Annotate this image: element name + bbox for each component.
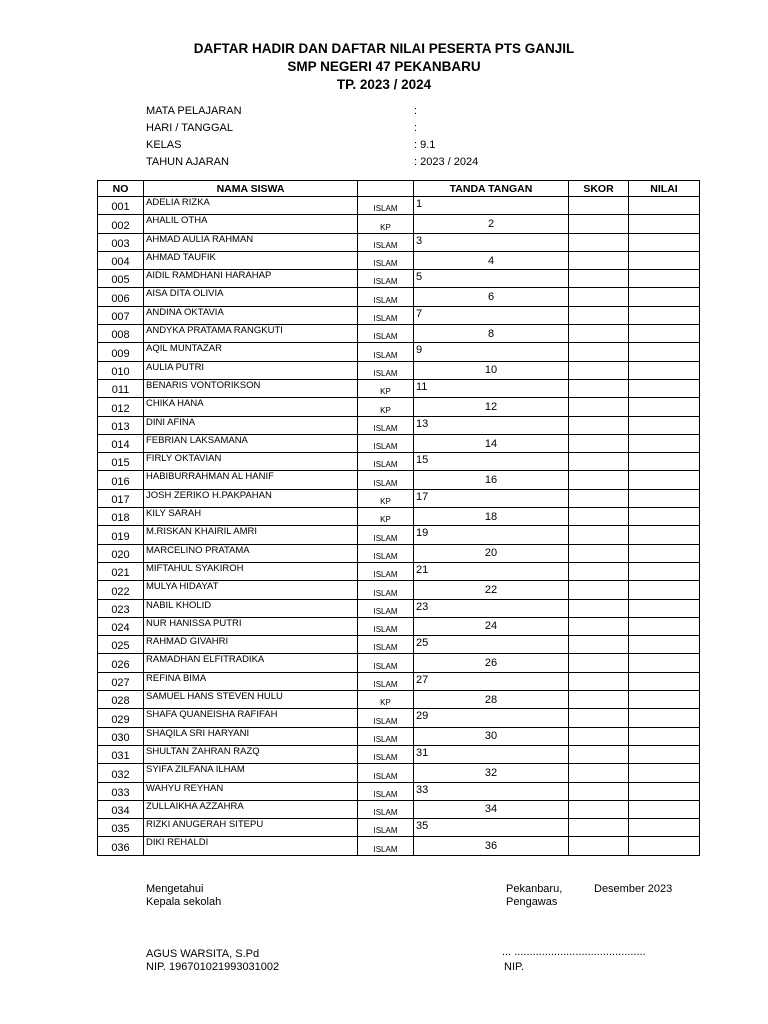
grade-cell bbox=[629, 434, 700, 452]
row-number: 034 bbox=[98, 800, 144, 818]
info-label-year: TAHUN AJARAN bbox=[146, 156, 229, 168]
grade-cell bbox=[629, 325, 700, 343]
signature-cell: 33 bbox=[414, 782, 569, 800]
table-row bbox=[98, 764, 700, 782]
table-row bbox=[98, 489, 700, 507]
table-row bbox=[98, 636, 700, 654]
table-row bbox=[98, 270, 700, 288]
row-number: 020 bbox=[98, 544, 144, 562]
table-row bbox=[98, 453, 700, 471]
footer-principal-title: Kepala sekolah bbox=[146, 896, 222, 908]
row-number: 015 bbox=[98, 453, 144, 471]
student-name: SAMUEL HANS STEVEN HULU bbox=[144, 691, 358, 709]
score-cell bbox=[569, 819, 629, 837]
table-row bbox=[98, 581, 700, 599]
student-religion: ISLAM bbox=[358, 745, 414, 763]
student-religion: ISLAM bbox=[358, 654, 414, 672]
score-cell bbox=[569, 654, 629, 672]
grade-cell bbox=[629, 745, 700, 763]
score-cell bbox=[569, 197, 629, 215]
score-cell bbox=[569, 636, 629, 654]
grade-cell bbox=[629, 251, 700, 269]
header-grade: NILAI bbox=[629, 181, 700, 197]
row-number: 030 bbox=[98, 727, 144, 745]
signature-cell: 31 bbox=[414, 745, 569, 763]
row-number: 013 bbox=[98, 416, 144, 434]
student-religion: ISLAM bbox=[358, 361, 414, 379]
footer-principal-nip: NIP. 196701021993031002 bbox=[146, 961, 280, 973]
student-religion: ISLAM bbox=[358, 306, 414, 324]
info-label-class: KELAS bbox=[146, 139, 182, 151]
student-religion: KP bbox=[358, 508, 414, 526]
student-religion: ISLAM bbox=[358, 343, 414, 361]
student-name: DINI AFINA bbox=[144, 416, 358, 434]
student-religion: ISLAM bbox=[358, 471, 414, 489]
grade-cell bbox=[629, 270, 700, 288]
info-value-year: : 2023 / 2024 bbox=[414, 156, 479, 168]
grade-cell bbox=[629, 672, 700, 690]
table-row bbox=[98, 819, 700, 837]
score-cell bbox=[569, 691, 629, 709]
student-name: MULYA HIDAYAT bbox=[144, 581, 358, 599]
header-religion bbox=[358, 181, 414, 197]
signature-cell: 5 bbox=[414, 270, 569, 288]
score-cell bbox=[569, 361, 629, 379]
table-row bbox=[98, 745, 700, 763]
row-number: 018 bbox=[98, 508, 144, 526]
score-cell bbox=[569, 782, 629, 800]
attendance-table bbox=[97, 180, 700, 856]
row-number: 011 bbox=[98, 379, 144, 397]
student-religion: ISLAM bbox=[358, 288, 414, 306]
row-number: 005 bbox=[98, 270, 144, 288]
info-value-subject: : bbox=[414, 105, 418, 117]
doc-title-line2: SMP NEGERI 47 PEKANBARU bbox=[287, 59, 481, 74]
signature-cell: 11 bbox=[414, 379, 569, 397]
student-religion: ISLAM bbox=[358, 727, 414, 745]
signature-cell: 8 bbox=[414, 325, 569, 343]
grade-cell bbox=[629, 691, 700, 709]
score-cell bbox=[569, 398, 629, 416]
student-name: SHAQILA SRI HARYANI bbox=[144, 727, 358, 745]
grade-cell bbox=[629, 599, 700, 617]
student-name: AULIA PUTRI bbox=[144, 361, 358, 379]
signature-cell: 10 bbox=[414, 361, 569, 379]
signature-cell: 23 bbox=[414, 599, 569, 617]
doc-title-line3: TP. 2023 / 2024 bbox=[336, 77, 432, 92]
student-name: SHULTAN ZAHRAN RAZQ bbox=[144, 745, 358, 763]
student-name: FEBRIAN LAKSAMANA bbox=[144, 434, 358, 452]
score-cell bbox=[569, 800, 629, 818]
student-name: RAHMAD GIVAHRI bbox=[144, 636, 358, 654]
student-religion: ISLAM bbox=[358, 837, 414, 855]
grade-cell bbox=[629, 361, 700, 379]
student-religion: ISLAM bbox=[358, 526, 414, 544]
score-cell bbox=[569, 434, 629, 452]
table-row bbox=[98, 800, 700, 818]
table-header-row bbox=[98, 181, 700, 197]
row-number: 006 bbox=[98, 288, 144, 306]
footer-principal-name: AGUS WARSITA, S.Pd bbox=[146, 948, 260, 960]
score-cell bbox=[569, 325, 629, 343]
student-name: AHMAD AULIA RAHMAN bbox=[144, 233, 358, 251]
grade-cell bbox=[629, 782, 700, 800]
signature-cell: 28 bbox=[414, 691, 569, 709]
student-name: MIFTAHUL SYAKIROH bbox=[144, 562, 358, 580]
student-religion: ISLAM bbox=[358, 599, 414, 617]
signature-cell: 29 bbox=[414, 709, 569, 727]
score-cell bbox=[569, 745, 629, 763]
student-religion: KP bbox=[358, 691, 414, 709]
grade-cell bbox=[629, 837, 700, 855]
signature-cell: 18 bbox=[414, 508, 569, 526]
grade-cell bbox=[629, 636, 700, 654]
table-row bbox=[98, 361, 700, 379]
footer-acknowledge: Mengetahui bbox=[146, 883, 204, 895]
signature-cell: 34 bbox=[414, 800, 569, 818]
score-cell bbox=[569, 288, 629, 306]
score-cell bbox=[569, 416, 629, 434]
signature-cell: 15 bbox=[414, 453, 569, 471]
row-number: 026 bbox=[98, 654, 144, 672]
signature-cell: 30 bbox=[414, 727, 569, 745]
signature-cell: 6 bbox=[414, 288, 569, 306]
score-cell bbox=[569, 489, 629, 507]
row-number: 032 bbox=[98, 764, 144, 782]
grade-cell bbox=[629, 416, 700, 434]
grade-cell bbox=[629, 764, 700, 782]
table-row bbox=[98, 233, 700, 251]
row-number: 001 bbox=[98, 197, 144, 215]
student-name: REFINA BIMA bbox=[144, 672, 358, 690]
student-religion: ISLAM bbox=[358, 764, 414, 782]
student-religion: ISLAM bbox=[358, 800, 414, 818]
score-cell bbox=[569, 508, 629, 526]
table-row bbox=[98, 197, 700, 215]
student-name: AIDIL RAMDHANI HARAHAP bbox=[144, 270, 358, 288]
student-religion: ISLAM bbox=[358, 453, 414, 471]
score-cell bbox=[569, 617, 629, 635]
student-religion: ISLAM bbox=[358, 672, 414, 690]
table-row bbox=[98, 398, 700, 416]
row-number: 022 bbox=[98, 581, 144, 599]
student-religion: ISLAM bbox=[358, 581, 414, 599]
info-value-date: : bbox=[414, 122, 418, 134]
grade-cell bbox=[629, 562, 700, 580]
signature-cell: 27 bbox=[414, 672, 569, 690]
score-cell bbox=[569, 379, 629, 397]
table-row bbox=[98, 782, 700, 800]
grade-cell bbox=[629, 398, 700, 416]
row-number: 028 bbox=[98, 691, 144, 709]
score-cell bbox=[569, 251, 629, 269]
grade-cell bbox=[629, 709, 700, 727]
row-number: 014 bbox=[98, 434, 144, 452]
score-cell bbox=[569, 526, 629, 544]
row-number: 017 bbox=[98, 489, 144, 507]
signature-cell: 9 bbox=[414, 343, 569, 361]
row-number: 025 bbox=[98, 636, 144, 654]
row-number: 008 bbox=[98, 325, 144, 343]
table-row bbox=[98, 727, 700, 745]
signature-cell: 12 bbox=[414, 398, 569, 416]
score-cell bbox=[569, 764, 629, 782]
info-value-class: : 9.1 bbox=[414, 139, 436, 151]
table-row bbox=[98, 306, 700, 324]
score-cell bbox=[569, 837, 629, 855]
table-row bbox=[98, 325, 700, 343]
grade-cell bbox=[629, 453, 700, 471]
row-number: 009 bbox=[98, 343, 144, 361]
student-religion: ISLAM bbox=[358, 709, 414, 727]
signature-cell: 1 bbox=[414, 197, 569, 215]
student-name: DIKI REHALDI bbox=[144, 837, 358, 855]
student-name: SHAFA QUANEISHA RAFIFAH bbox=[144, 709, 358, 727]
row-number: 036 bbox=[98, 837, 144, 855]
signature-cell: 32 bbox=[414, 764, 569, 782]
student-name: FIRLY OKTAVIAN bbox=[144, 453, 358, 471]
signature-cell: 13 bbox=[414, 416, 569, 434]
row-number: 004 bbox=[98, 251, 144, 269]
student-name: CHIKA HANA bbox=[144, 398, 358, 416]
table-row bbox=[98, 672, 700, 690]
footer-supervisor-nip: NIP. bbox=[504, 961, 524, 973]
grade-cell bbox=[629, 581, 700, 599]
student-name: AISA DITA OLIVIA bbox=[144, 288, 358, 306]
signature-cell: 16 bbox=[414, 471, 569, 489]
info-block bbox=[146, 103, 546, 167]
student-name: KILY SARAH bbox=[144, 508, 358, 526]
row-number: 010 bbox=[98, 361, 144, 379]
row-number: 029 bbox=[98, 709, 144, 727]
signature-cell: 25 bbox=[414, 636, 569, 654]
table-row bbox=[98, 379, 700, 397]
row-number: 016 bbox=[98, 471, 144, 489]
student-religion: KP bbox=[358, 215, 414, 233]
grade-cell bbox=[629, 727, 700, 745]
signature-cell: 21 bbox=[414, 562, 569, 580]
score-cell bbox=[569, 599, 629, 617]
signature-cell: 19 bbox=[414, 526, 569, 544]
student-religion: ISLAM bbox=[358, 197, 414, 215]
header-name: NAMA SISWA bbox=[144, 181, 358, 197]
grade-cell bbox=[629, 819, 700, 837]
row-number: 003 bbox=[98, 233, 144, 251]
score-cell bbox=[569, 471, 629, 489]
signature-cell: 2 bbox=[414, 215, 569, 233]
student-name: SYIFA ZILFANA ILHAM bbox=[144, 764, 358, 782]
student-name: ANDYKA PRATAMA RANGKUTI bbox=[144, 325, 358, 343]
student-name: BENARIS VONTORIKSON bbox=[144, 379, 358, 397]
score-cell bbox=[569, 562, 629, 580]
footer-place: Pekanbaru, bbox=[506, 883, 563, 895]
table-row bbox=[98, 691, 700, 709]
student-name: JOSH ZERIKO H.PAKPAHAN bbox=[144, 489, 358, 507]
table-row bbox=[98, 837, 700, 855]
student-name: ADELIA RIZKA bbox=[144, 197, 358, 215]
grade-cell bbox=[629, 544, 700, 562]
student-name: MARCELINO PRATAMA bbox=[144, 544, 358, 562]
table-row bbox=[98, 617, 700, 635]
row-number: 024 bbox=[98, 617, 144, 635]
info-label-date: HARI / TANGGAL bbox=[146, 122, 234, 134]
score-cell bbox=[569, 270, 629, 288]
grade-cell bbox=[629, 379, 700, 397]
score-cell bbox=[569, 453, 629, 471]
student-religion: ISLAM bbox=[358, 617, 414, 635]
header-signature: TANDA TANGAN bbox=[414, 181, 569, 197]
signature-cell: 17 bbox=[414, 489, 569, 507]
footer-date: Desember 2023 bbox=[594, 883, 673, 895]
row-number: 023 bbox=[98, 599, 144, 617]
student-name: HABIBURRAHMAN AL HANIF bbox=[144, 471, 358, 489]
student-name: AHMAD TAUFIK bbox=[144, 251, 358, 269]
table-row bbox=[98, 508, 700, 526]
row-number: 002 bbox=[98, 215, 144, 233]
student-religion: ISLAM bbox=[358, 544, 414, 562]
student-religion: ISLAM bbox=[358, 819, 414, 837]
student-name: M.RISKAN KHAIRIL AMRI bbox=[144, 526, 358, 544]
table-row bbox=[98, 599, 700, 617]
signature-cell: 3 bbox=[414, 233, 569, 251]
student-name: RIZKI ANUGERAH SITEPU bbox=[144, 819, 358, 837]
table-row bbox=[98, 288, 700, 306]
signature-cell: 36 bbox=[414, 837, 569, 855]
grade-cell bbox=[629, 526, 700, 544]
row-number: 019 bbox=[98, 526, 144, 544]
score-cell bbox=[569, 306, 629, 324]
table-row bbox=[98, 416, 700, 434]
header-no: NO bbox=[98, 181, 144, 197]
student-religion: ISLAM bbox=[358, 434, 414, 452]
table-row bbox=[98, 434, 700, 452]
grade-cell bbox=[629, 471, 700, 489]
signature-cell: 26 bbox=[414, 654, 569, 672]
grade-cell bbox=[629, 800, 700, 818]
signature-cell: 20 bbox=[414, 544, 569, 562]
grade-cell bbox=[629, 508, 700, 526]
student-name: NABIL KHOLID bbox=[144, 599, 358, 617]
grade-cell bbox=[629, 489, 700, 507]
score-cell bbox=[569, 544, 629, 562]
grade-cell bbox=[629, 617, 700, 635]
student-religion: ISLAM bbox=[358, 251, 414, 269]
table-row bbox=[98, 343, 700, 361]
table-row bbox=[98, 654, 700, 672]
student-religion: ISLAM bbox=[358, 636, 414, 654]
footer-supervisor-title: Pengawas bbox=[506, 896, 558, 908]
score-cell bbox=[569, 709, 629, 727]
row-number: 021 bbox=[98, 562, 144, 580]
student-name: ZULLAIKHA AZZAHRA bbox=[144, 800, 358, 818]
table-row bbox=[98, 215, 700, 233]
row-number: 012 bbox=[98, 398, 144, 416]
doc-title-line1: DAFTAR HADIR DAN DAFTAR NILAI PESERTA PTS GANJIL bbox=[193, 41, 575, 56]
signature-cell: 24 bbox=[414, 617, 569, 635]
signature-cell: 7 bbox=[414, 306, 569, 324]
student-name: AQIL MUNTAZAR bbox=[144, 343, 358, 361]
student-religion: ISLAM bbox=[358, 325, 414, 343]
signature-cell: 35 bbox=[414, 819, 569, 837]
student-name: AHALIL OTHA bbox=[144, 215, 358, 233]
score-cell bbox=[569, 727, 629, 745]
row-number: 033 bbox=[98, 782, 144, 800]
grade-cell bbox=[629, 233, 700, 251]
table-row bbox=[98, 709, 700, 727]
student-religion: KP bbox=[358, 489, 414, 507]
student-name: WAHYU REYHAN bbox=[144, 782, 358, 800]
footer-supervisor-name-line: ... ........................................... bbox=[502, 946, 646, 958]
table-row bbox=[98, 562, 700, 580]
row-number: 035 bbox=[98, 819, 144, 837]
student-religion: KP bbox=[358, 379, 414, 397]
info-label-subject: MATA PELAJARAN bbox=[146, 105, 242, 117]
student-religion: ISLAM bbox=[358, 782, 414, 800]
student-religion: KP bbox=[358, 398, 414, 416]
signature-cell: 14 bbox=[414, 434, 569, 452]
score-cell bbox=[569, 581, 629, 599]
student-name: ANDINA OKTAVIA bbox=[144, 306, 358, 324]
grade-cell bbox=[629, 654, 700, 672]
grade-cell bbox=[629, 197, 700, 215]
signature-cell: 4 bbox=[414, 251, 569, 269]
grade-cell bbox=[629, 215, 700, 233]
student-religion: ISLAM bbox=[358, 416, 414, 434]
student-name: RAMADHAN ELFITRADIKA bbox=[144, 654, 358, 672]
table-row bbox=[98, 471, 700, 489]
row-number: 027 bbox=[98, 672, 144, 690]
table-row bbox=[98, 544, 700, 562]
row-number: 031 bbox=[98, 745, 144, 763]
grade-cell bbox=[629, 288, 700, 306]
table-row bbox=[98, 526, 700, 544]
score-cell bbox=[569, 233, 629, 251]
student-religion: ISLAM bbox=[358, 270, 414, 288]
student-religion: ISLAM bbox=[358, 562, 414, 580]
student-name: NUR HANISSA PUTRI bbox=[144, 617, 358, 635]
score-cell bbox=[569, 343, 629, 361]
score-cell bbox=[569, 215, 629, 233]
student-religion: ISLAM bbox=[358, 233, 414, 251]
score-cell bbox=[569, 672, 629, 690]
row-number: 007 bbox=[98, 306, 144, 324]
header-score: SKOR bbox=[569, 181, 629, 197]
table-row bbox=[98, 251, 700, 269]
signature-cell: 22 bbox=[414, 581, 569, 599]
grade-cell bbox=[629, 343, 700, 361]
grade-cell bbox=[629, 306, 700, 324]
